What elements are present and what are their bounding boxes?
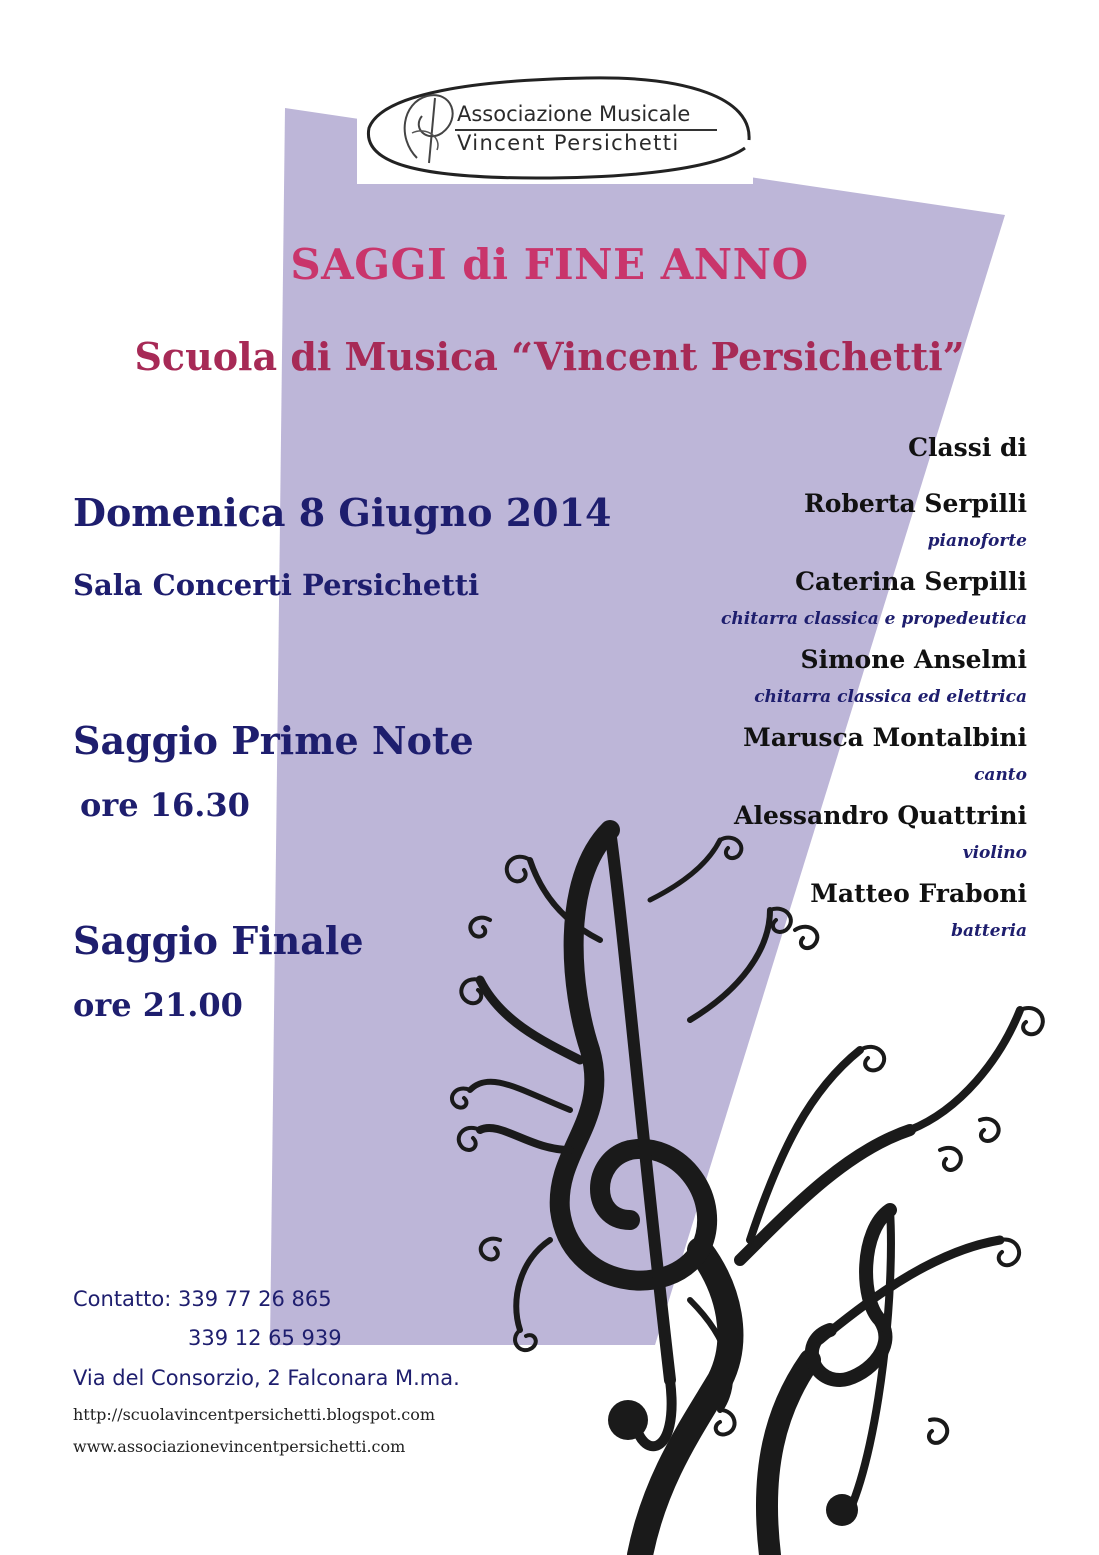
association-logo	[357, 68, 753, 184]
teacher-name: Marusca Montalbini	[743, 723, 1027, 752]
teacher-name: Alessandro Quattrini	[734, 801, 1027, 830]
treble-clef-signature-icon	[357, 68, 753, 184]
classes-heading: Classi di	[908, 433, 1027, 462]
contact-phone-2: 339 12 65 939	[188, 1326, 342, 1350]
contact-phone-1: Contatto: 339 77 26 865	[73, 1287, 332, 1311]
teacher-instrument: pianoforte	[927, 531, 1027, 551]
website-link[interactable]: www.associazionevincentpersichetti.com	[73, 1437, 406, 1456]
blog-link[interactable]: http://scuolavincentpersichetti.blogspot.com	[73, 1405, 436, 1424]
teacher-instrument: violino	[962, 843, 1027, 863]
session1-time: ore 16.30	[80, 786, 250, 824]
poster-subtitle: Scuola di Musica “Vincent Persichetti”	[134, 334, 965, 379]
contact-address: Via del Consorzio, 2 Falconara M.ma.	[73, 1366, 460, 1390]
teacher-instrument: chitarra classica ed elettrica	[754, 687, 1027, 707]
teacher-instrument: batteria	[951, 921, 1027, 941]
session2-name: Saggio Finale	[73, 918, 364, 963]
teacher-name: Matteo Fraboni	[810, 879, 1027, 908]
teacher-name: Roberta Serpilli	[803, 489, 1027, 518]
teachers-list	[607, 430, 1027, 942]
event-date: Domenica 8 Giugno 2014	[73, 490, 612, 535]
teacher-name: Caterina Serpilli	[795, 567, 1027, 596]
session2-time: ore 21.00	[73, 986, 243, 1024]
teacher-name: Simone Anselmi	[800, 645, 1027, 674]
teacher-instrument: chitarra classica e propedeutica	[721, 609, 1027, 629]
teacher-instrument: canto	[974, 765, 1027, 785]
event-venue: Sala Concerti Persichetti	[73, 568, 480, 602]
session1-name: Saggio Prime Note	[73, 718, 474, 763]
logo-text-line2: Vincent Persichetti	[457, 131, 680, 155]
poster-title: SAGGI di FINE ANNO	[290, 240, 809, 289]
logo-text-line1: Associazione Musicale	[457, 102, 691, 126]
